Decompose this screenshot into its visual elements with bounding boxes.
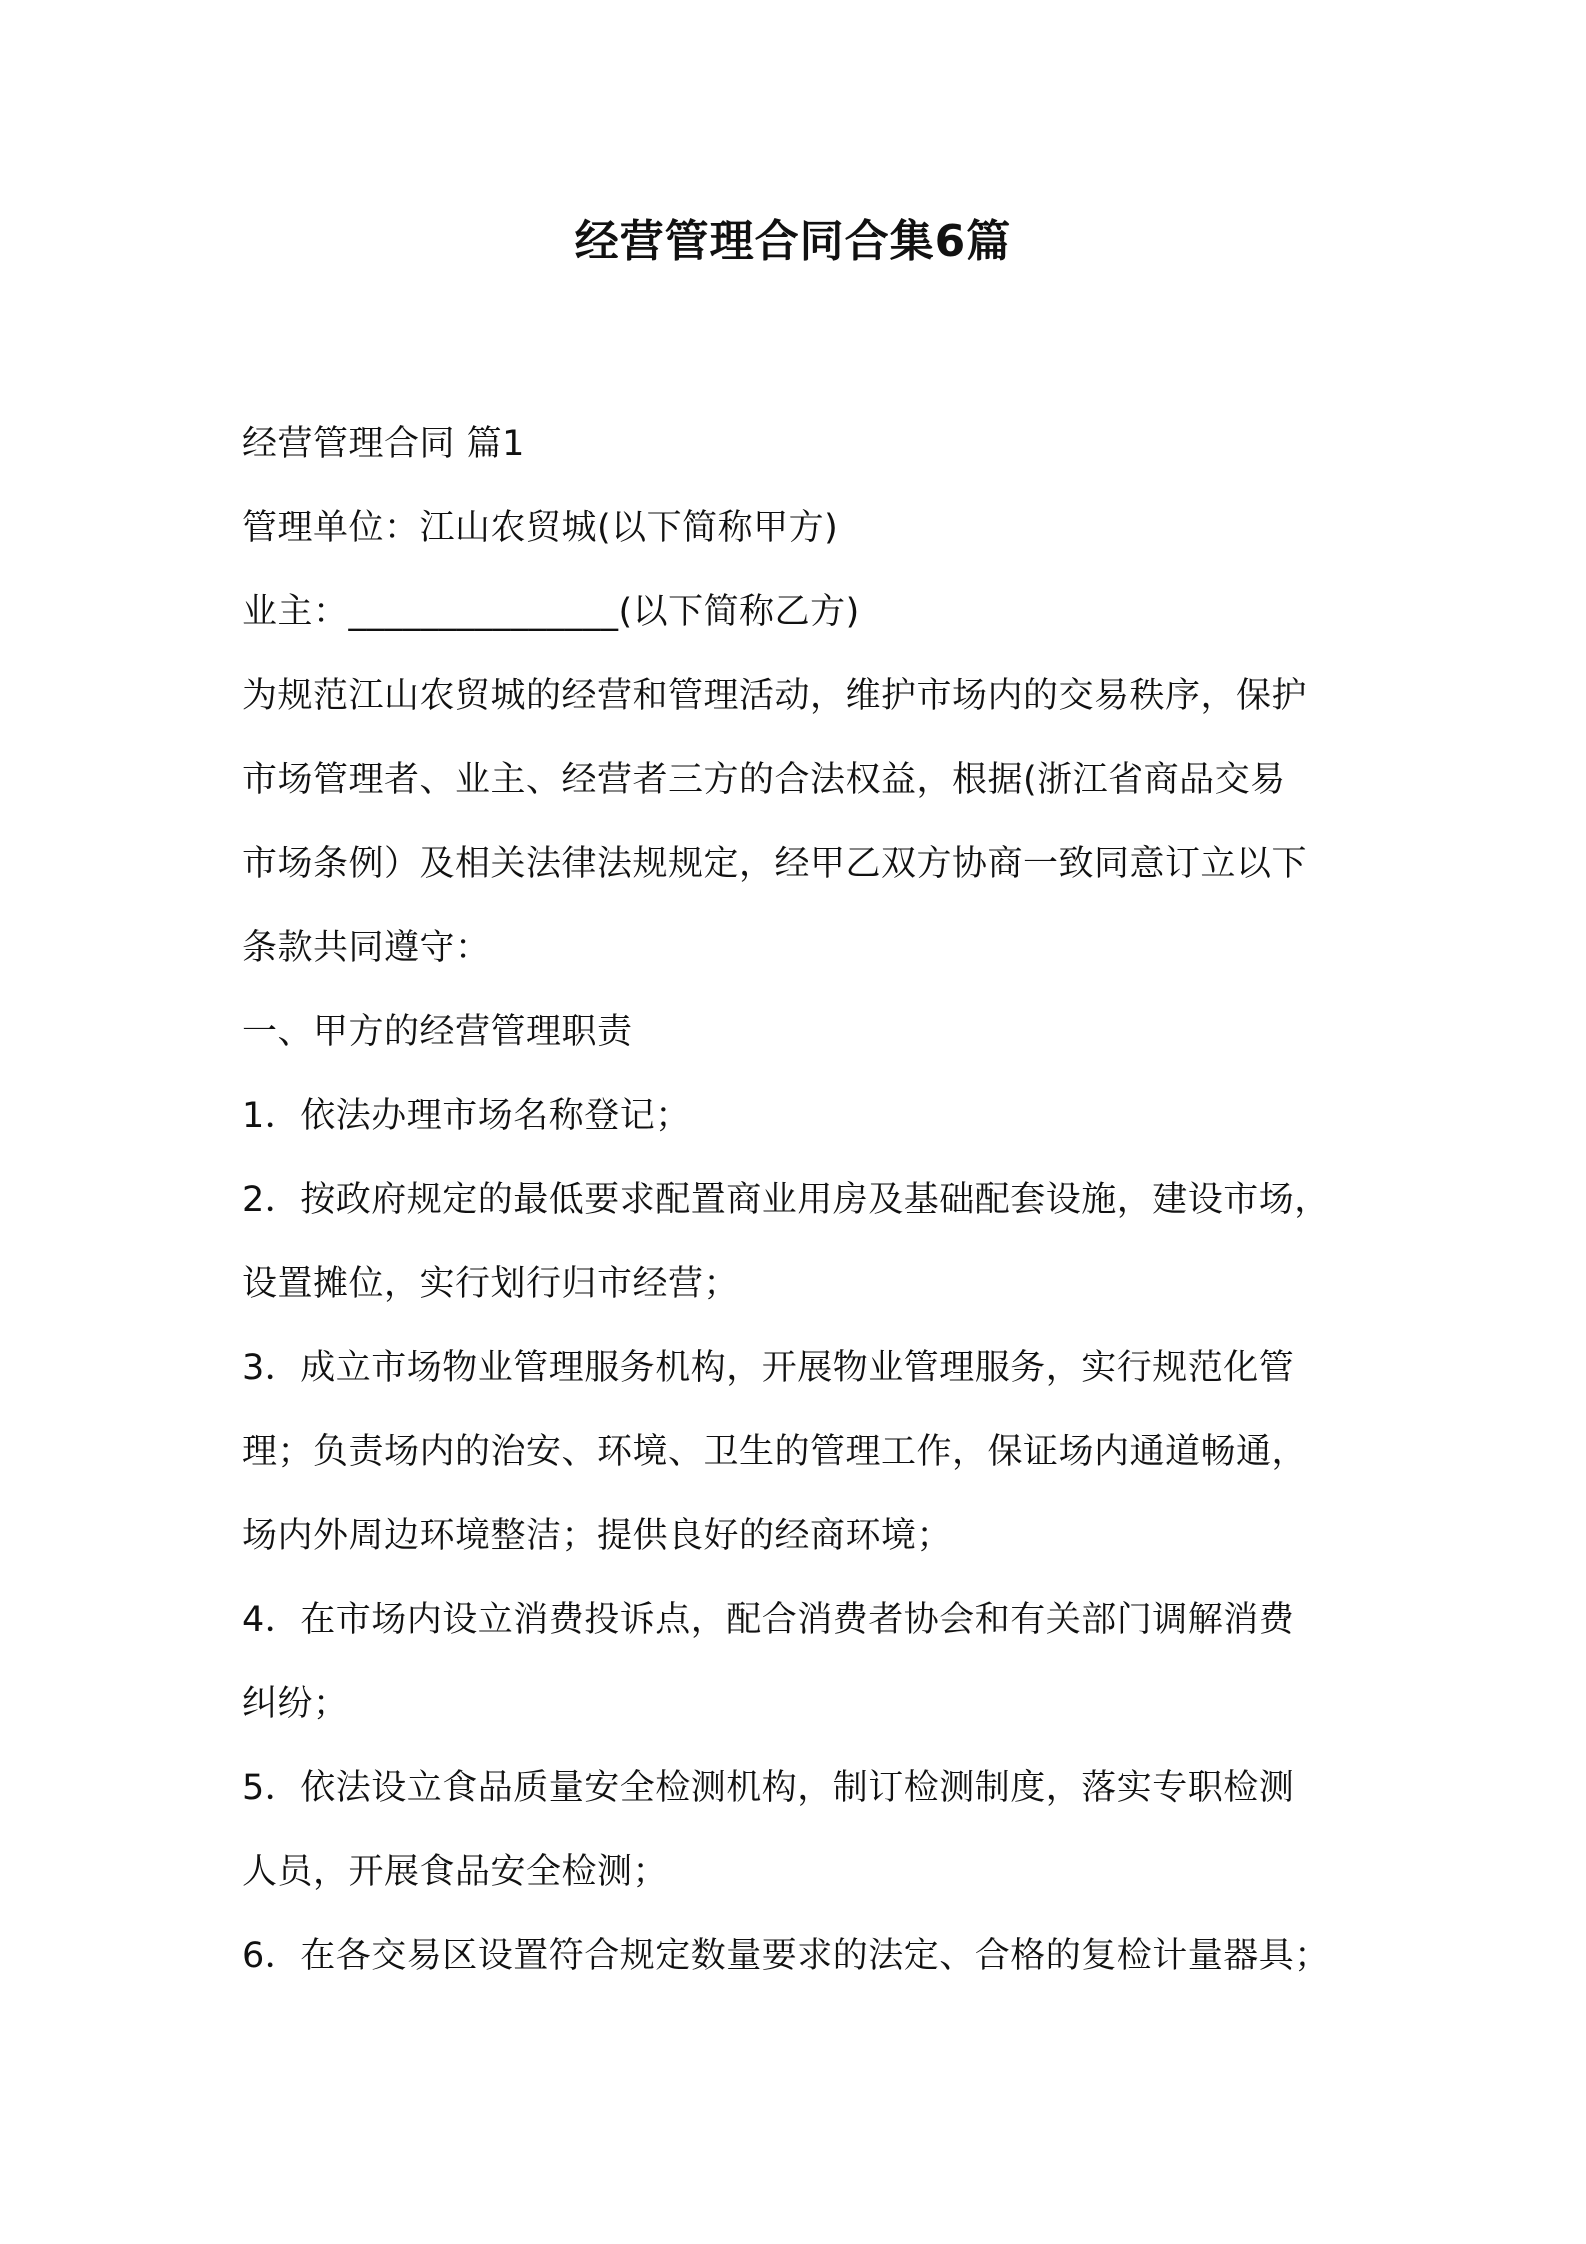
clause-heading: 一、甲方的经营管理职责 [242,1012,633,1052]
clause-item-2: 设置摊位，实行划行归市经营； [242,1264,740,1304]
clause-item-3: 场内外周边环境整洁；提供良好的经商环境； [242,1516,953,1556]
party-b-line: 业主：_______________(以下简称乙方) [242,592,860,632]
clause-item-6: 6．在各交易区设置符合规定数量要求的法定、合格的复检计量器具； [242,1936,1330,1976]
clause-item-5: 人员，开展食品安全检测； [242,1852,669,1892]
preamble-line: 为规范江山农贸城的经营和管理活动，维护市场内的交易秩序，保护 [242,676,1308,716]
clause-item-4: 纠纷； [242,1684,349,1724]
preamble-line: 市场条例）及相关法律法规规定，经甲乙双方协商一致同意订立以下 [242,844,1308,884]
preamble-line: 条款共同遵守： [242,928,491,968]
clause-item-3: 3．成立市场物业管理服务机构，开展物业管理服务，实行规范化管 [242,1348,1295,1388]
section-heading: 经营管理合同 篇1 [242,424,525,464]
clause-item-5: 5．依法设立食品质量安全检测机构，制订检测制度，落实专职检测 [242,1768,1295,1808]
preamble-line: 市场管理者、业主、经营者三方的合法权益，根据(浙江省商品交易 [242,760,1286,800]
clause-item-2: 2．按政府规定的最低要求配置商业用房及基础配套设施，建设市场， [242,1180,1330,1220]
party-a-line: 管理单位：江山农贸城(以下简称甲方) [242,508,839,548]
document-body [242,402,1372,1998]
clause-item-1: 1．依法办理市场名称登记； [242,1096,691,1136]
clause-item-4: 4．在市场内设立消费投诉点，配合消费者协会和有关部门调解消费 [242,1600,1295,1640]
document-title: 经营管理合同合集6篇 [574,216,1012,267]
clause-item-3: 理；负责场内的治安、环境、卫生的管理工作，保证场内通道畅通， [242,1432,1308,1472]
